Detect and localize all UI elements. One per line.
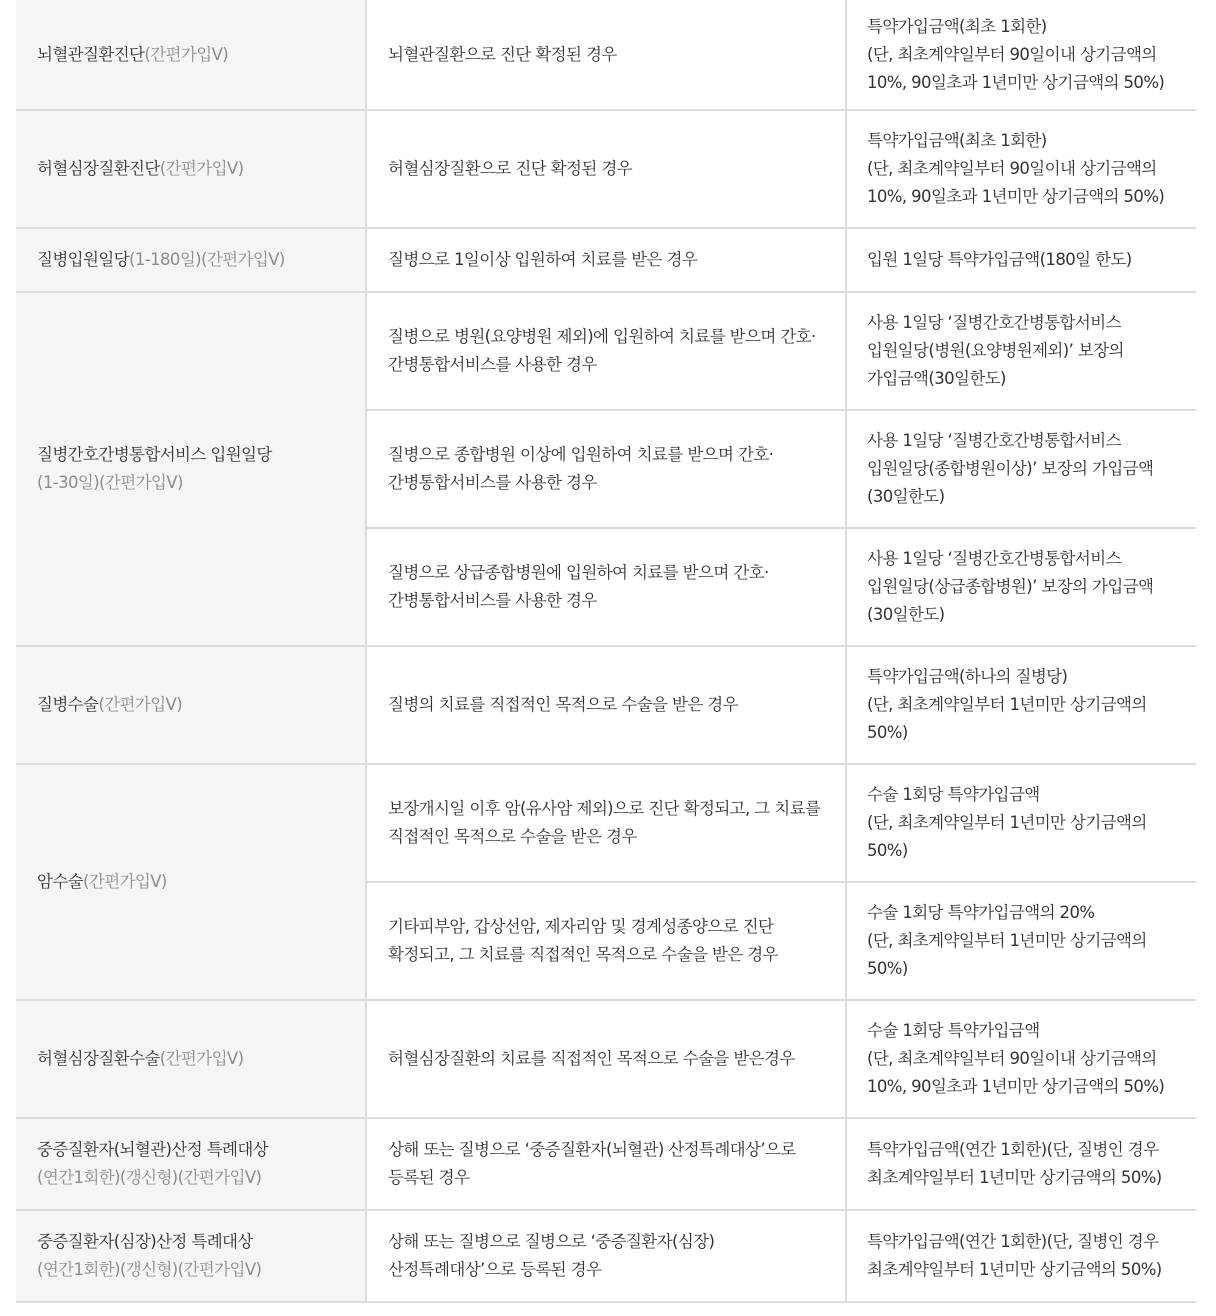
coverage-name-cell [16, 228, 366, 292]
payment-amount-cell [846, 410, 1196, 528]
payment-condition: 허혈심장질환의 치료를 직접적인 목적으로 수술을 받은경우 [366, 1000, 846, 1118]
payment-amount-line: 특약가입금액(연간 1회한)(단, 질병인 경우 최초계약일부터 1년미만 상기금액의 50%) [867, 1140, 1162, 1187]
coverage-name: 질병간호간병통합서비스 입원일당 [37, 445, 272, 464]
coverage-name-note: (간편가입Ⅴ) [159, 1049, 244, 1068]
payment-condition: 질병으로 1일이상 입원하여 치료를 받은 경우 [366, 228, 846, 292]
payment-condition: 질병으로 상급종합병원에 입원하여 치료를 받으며 간호·간병통합서비스를 사용한 경우 [366, 528, 846, 646]
payment-condition: 뇌혈관질환으로 진단 확정된 경우 [366, 0, 846, 110]
payment-amount-line: (단, 최초계약일부터 90일이내 상기금액의 10%, 90일초과 1년미만 상기금액의 50%) [867, 1049, 1165, 1096]
payment-condition: 질병의 치료를 직접적인 목적으로 수술을 받은 경우 [366, 646, 846, 764]
payment-amount-line: 특약가입금액(최초 1회한) [867, 16, 1047, 36]
payment-amount-line: 사용 1일당 ‘질병간호간병통합서비스 입원일당(종합병원이상)’ 보장의 가입금액(30일한도) [867, 431, 1154, 506]
payment-amount-cell [846, 528, 1196, 646]
coverage-name-note: (연간1회한)(갱신형)(간편가입Ⅴ) [37, 1260, 262, 1279]
payment-amount-cell [846, 882, 1196, 1000]
table-row [16, 646, 1196, 764]
table-row [16, 1210, 1196, 1302]
coverage-name-cell [16, 110, 366, 228]
payment-amount-line: (단, 최초계약일부터 90일이내 상기금액의 10%, 90일초과 1년미만 상기금액의 50%) [867, 44, 1165, 92]
coverage-name-cell [16, 764, 366, 1000]
table-row [16, 0, 1196, 110]
coverage-name-cell [16, 292, 366, 646]
table-row [16, 1000, 1196, 1118]
payment-amount-cell [846, 0, 1196, 110]
payment-amount-line: 사용 1일당 ‘질병간호간병통합서비스 입원일당(상급종합병원)’ 보장의 가입금액(30일한도) [867, 549, 1154, 624]
table-row [16, 1118, 1196, 1210]
coverage-table-body [16, 0, 1196, 1302]
table-row [16, 110, 1196, 228]
coverage-name-note: (간편가입Ⅴ) [83, 872, 167, 891]
table-row [16, 764, 1196, 882]
payment-amount-cell [846, 228, 1196, 292]
payment-amount-line: 특약가입금액(최초 1회한) [867, 131, 1047, 150]
payment-amount-line: 특약가입금액(연간 1회한)(단, 질병인 경우 최초계약일부터 1년미만 상기금액의 50%) [867, 1232, 1162, 1279]
payment-condition: 질병으로 병원(요양병원 제외)에 입원하여 치료를 받으며 간호·간병통합서비스를 사용한 경우 [366, 292, 846, 410]
payment-condition: 허혈심장질환으로 진단 확정된 경우 [366, 110, 846, 228]
payment-amount-line: 입원 1일당 특약가입금액(180일 한도) [867, 250, 1132, 269]
coverage-table [16, 0, 1196, 1303]
payment-amount-line: (단, 최초계약일부터 90일이내 상기금액의 10%, 90일초과 1년미만 상기금액의 50%) [867, 159, 1165, 206]
payment-amount-line: 수술 1회당 특약가입금액 [867, 1021, 1040, 1040]
coverage-name: 중증질환자(심장)산정 특례대상 [37, 1232, 253, 1251]
payment-amount-line: 사용 1일당 ‘질병간호간병통합서비스 입원일당(병원(요양병원제외)’ 보장의 가입금액(30일한도) [867, 313, 1124, 388]
payment-amount-cell [846, 1000, 1196, 1118]
coverage-name-cell [16, 1000, 366, 1118]
coverage-name: 허혈심장질환수술 [37, 1049, 160, 1068]
coverage-name: 질병입원일당 [37, 250, 130, 269]
coverage-name-cell [16, 1118, 366, 1210]
payment-amount-cell [846, 646, 1196, 764]
payment-amount-cell [846, 1118, 1196, 1210]
payment-condition: 질병으로 종합병원 이상에 입원하여 치료를 받으며 간호·간병통합서비스를 사용한 경우 [366, 410, 846, 528]
payment-amount-cell [846, 110, 1196, 228]
payment-amount-line: 수술 1회당 특약가입금액의 20% [867, 903, 1095, 922]
table-row [16, 228, 1196, 292]
coverage-name-note: (연간1회한)(갱신형)(간편가입Ⅴ) [37, 1168, 262, 1187]
payment-amount-line: (단, 최초계약일부터 1년미만 상기금액의 50%) [867, 813, 1147, 860]
coverage-name: 허혈심장질환진단 [37, 159, 160, 178]
payment-amount-line: (단, 최초계약일부터 1년미만 상기금액의 50%) [867, 931, 1147, 978]
payment-amount-line: 특약가입금액(하나의 질병당) [867, 667, 1068, 686]
coverage-name: 중증질환자(뇌혈관)산정 특례대상 [37, 1140, 269, 1159]
coverage-name: 뇌혈관질환진단 [37, 44, 145, 64]
payment-condition: 기타피부암, 갑상선암, 제자리암 및 경계성종양으로 진단 확정되고, 그 치료를 직접적인 목적으로 수술을 받은 경우 [366, 882, 846, 1000]
payment-amount-cell [846, 292, 1196, 410]
payment-condition: 보장개시일 이후 암(유사암 제외)으로 진단 확정되고, 그 치료를 직접적인 목적으로 수술을 받은 경우 [366, 764, 846, 882]
payment-condition: 상해 또는 질병으로 ‘중증질환자(뇌혈관) 산정특례대상’으로 등록된 경우 [366, 1118, 846, 1210]
coverage-name-cell [16, 0, 366, 110]
coverage-name-note: (간편가입Ⅴ) [159, 159, 244, 178]
payment-amount-cell [846, 764, 1196, 882]
payment-amount-cell [846, 1210, 1196, 1302]
coverage-name-cell [16, 1210, 366, 1302]
coverage-name-cell [16, 646, 366, 764]
coverage-name: 질병수술 [37, 695, 99, 714]
table-row [16, 292, 1196, 410]
payment-amount-line: (단, 최초계약일부터 1년미만 상기금액의 50%) [867, 695, 1147, 742]
payment-amount-line: 수술 1회당 특약가입금액 [867, 785, 1040, 804]
payment-condition: 상해 또는 질병으로 질병으로 ‘중증질환자(심장) 산정특례대상’으로 등록된 경우 [366, 1210, 846, 1302]
coverage-name-note: (1-180일)(간편가입Ⅴ) [129, 250, 285, 269]
coverage-name-note: (1-30일)(간편가입Ⅴ) [37, 473, 183, 492]
coverage-name-note: (간편가입Ⅴ) [98, 695, 183, 714]
coverage-name: 암수술 [37, 872, 84, 891]
coverage-name-note: (간편가입Ⅴ) [144, 44, 229, 64]
